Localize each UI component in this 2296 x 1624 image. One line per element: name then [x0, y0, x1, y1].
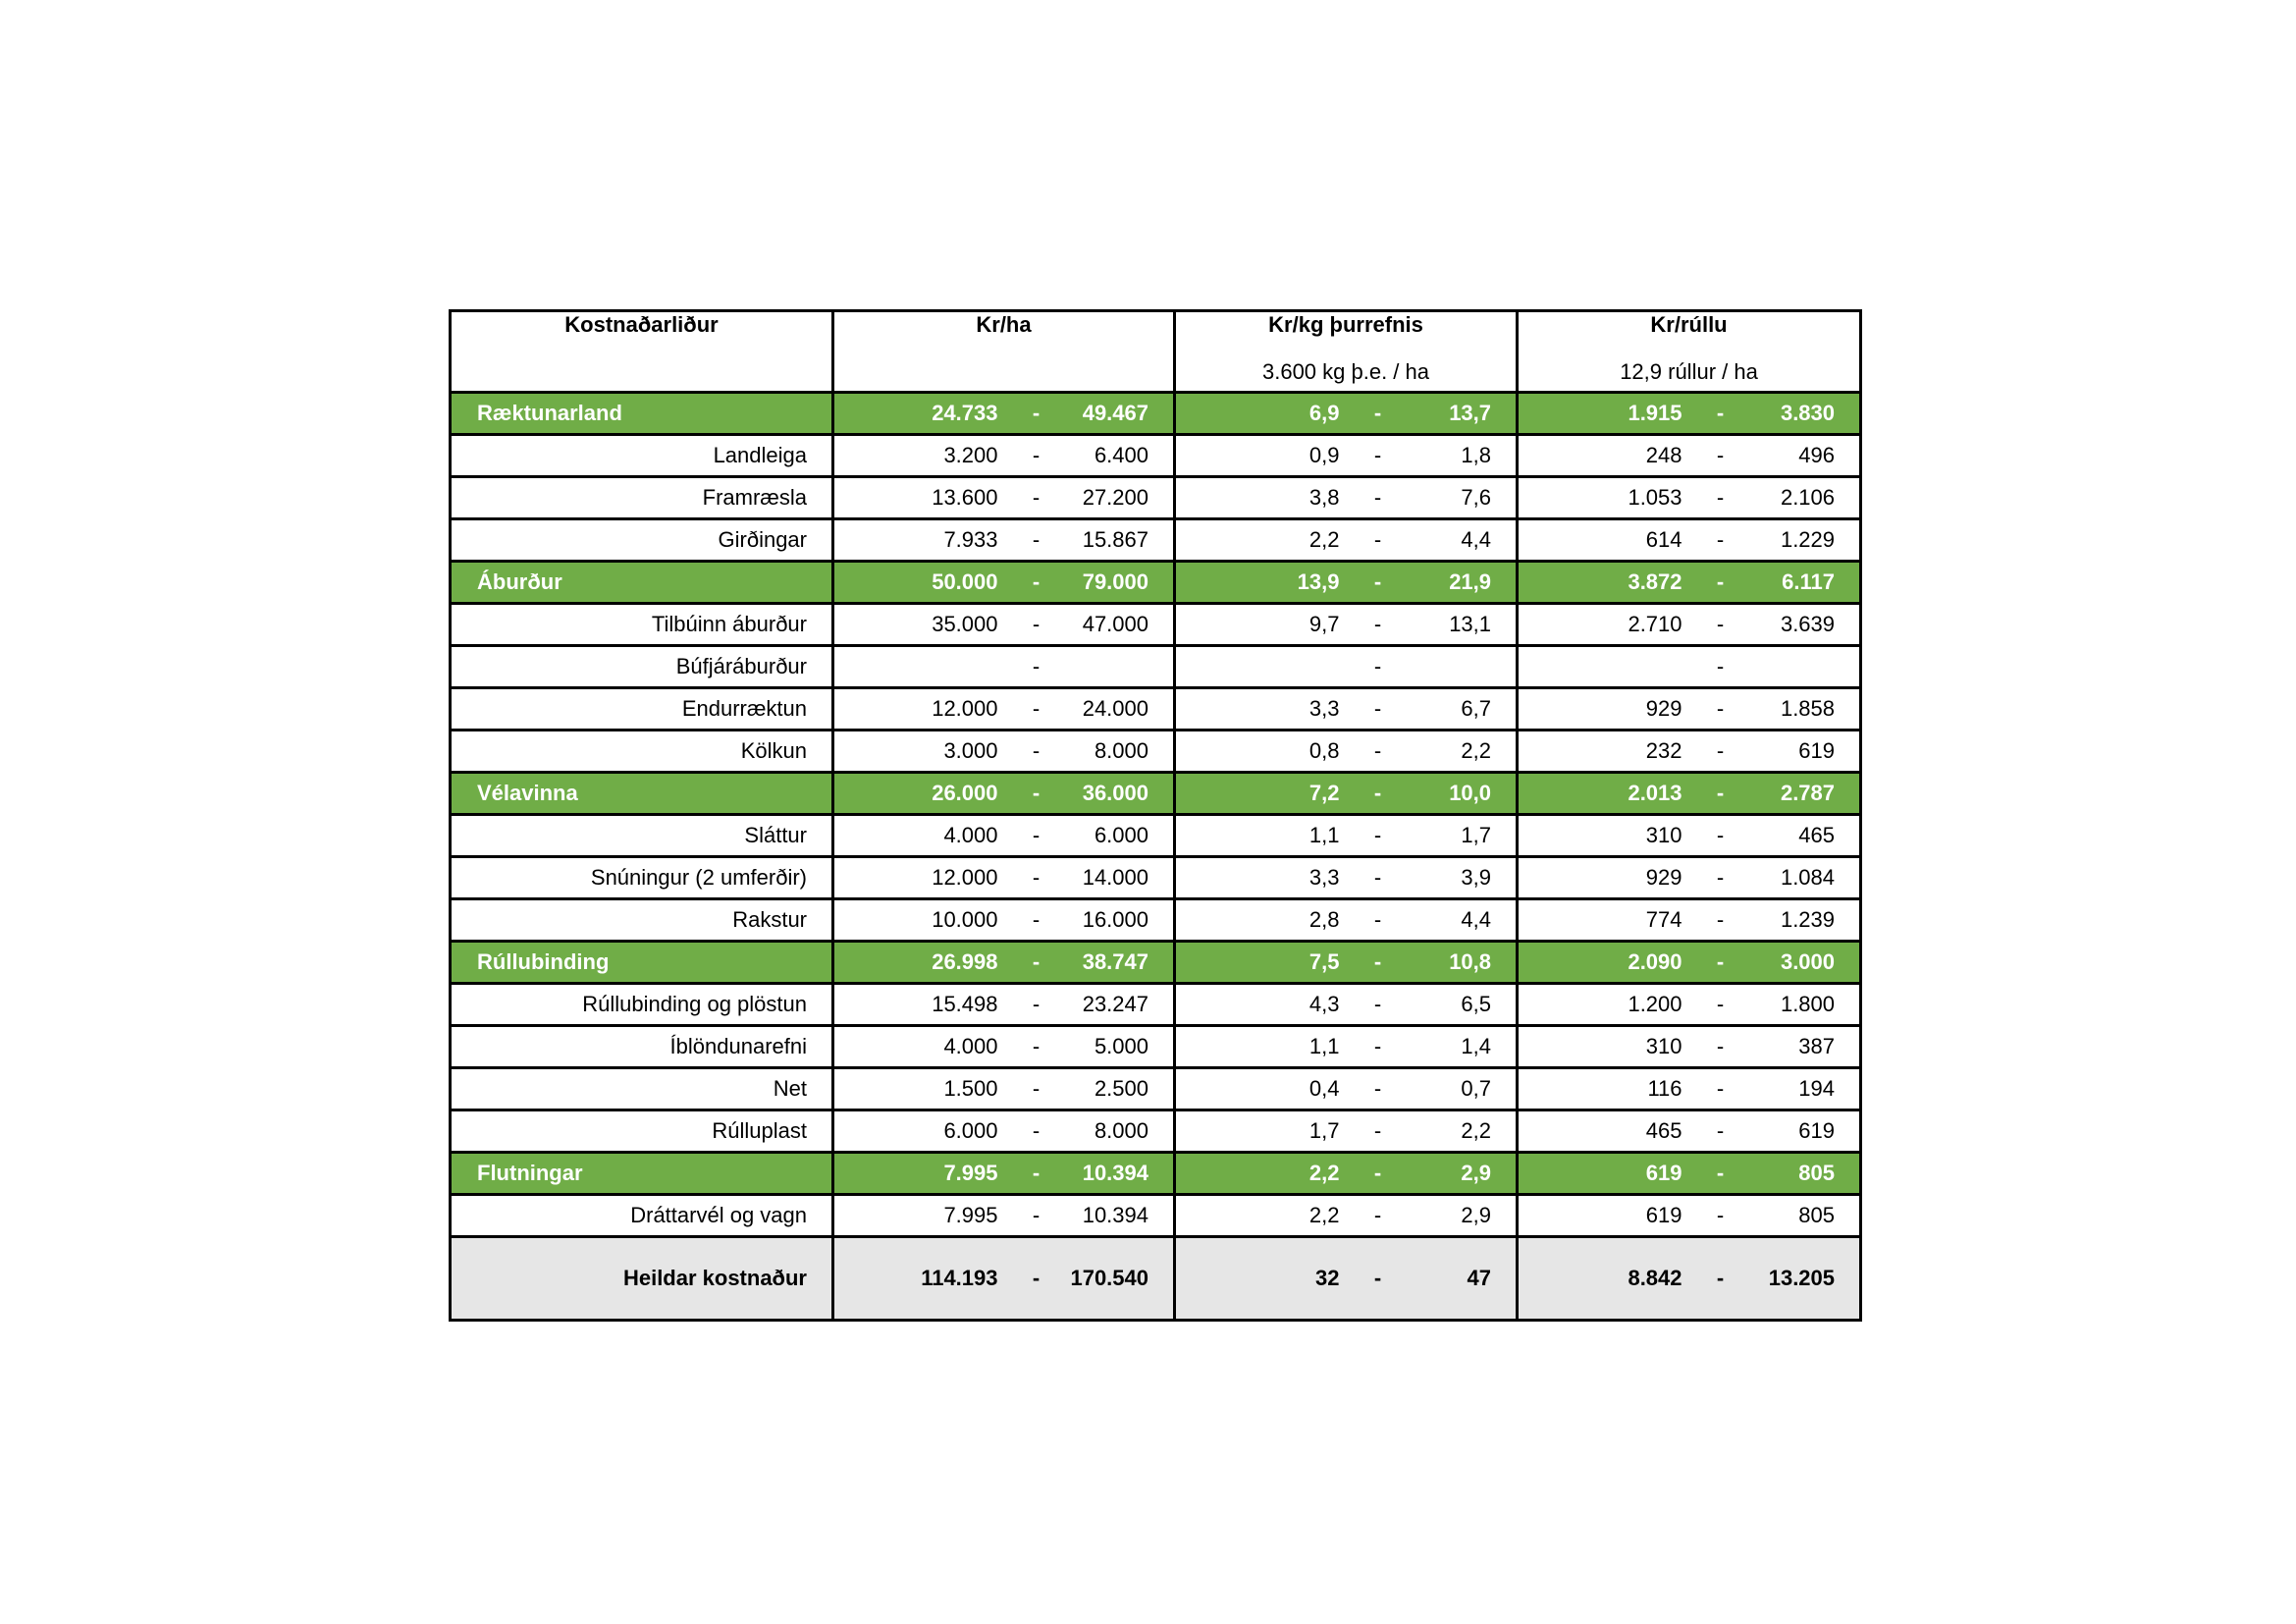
- kr-kg-high: 4,4: [1401, 899, 1518, 942]
- kr-ha-high: 24.000: [1059, 688, 1175, 731]
- kr-kg-low: 1,1: [1175, 1026, 1356, 1068]
- item-row: [451, 688, 1861, 731]
- kr-rullu-high: 496: [1743, 435, 1861, 477]
- kr-kg-sep: -: [1356, 731, 1401, 773]
- kr-rullu-high: 194: [1743, 1068, 1861, 1110]
- kr-ha-sep: -: [1014, 435, 1059, 477]
- kr-rullu-low: 232: [1518, 731, 1698, 773]
- kr-kg-high: 7,6: [1401, 477, 1518, 519]
- kr-kg-low: 9,7: [1175, 604, 1356, 646]
- kr-ha-low: 50.000: [833, 562, 1014, 604]
- kr-ha-low: 7.933: [833, 519, 1014, 562]
- kr-rullu-low: 3.872: [1518, 562, 1698, 604]
- kr-rullu-sep: -: [1698, 435, 1743, 477]
- kr-kg-high: 10,0: [1401, 773, 1518, 815]
- kr-rullu-low: 614: [1518, 519, 1698, 562]
- kr-kg-sep: -: [1356, 604, 1401, 646]
- kr-kg-sep: -: [1356, 1110, 1401, 1153]
- kr-ha-sep: -: [1014, 1068, 1059, 1110]
- kr-rullu-low: 619: [1518, 1153, 1698, 1195]
- kr-kg-sep: -: [1356, 688, 1401, 731]
- item-row: [451, 1110, 1861, 1153]
- kr-rullu-low: 310: [1518, 1026, 1698, 1068]
- kr-kg-high: 6,5: [1401, 984, 1518, 1026]
- kr-kg-sep: -: [1356, 857, 1401, 899]
- kr-kg-sep: -: [1356, 646, 1401, 688]
- kr-ha-sep: -: [1014, 1110, 1059, 1153]
- kr-ha-low: [833, 646, 1014, 688]
- kr-ha-sep: -: [1014, 562, 1059, 604]
- kr-rullu-low: 929: [1518, 857, 1698, 899]
- kr-kg-high: 3,9: [1401, 857, 1518, 899]
- kr-rullu-high: 6.117: [1743, 562, 1861, 604]
- kr-kg-high: 2,2: [1401, 731, 1518, 773]
- header-kr-ha: Kr/ha: [833, 311, 1175, 354]
- kr-rullu-low: 116: [1518, 1068, 1698, 1110]
- kr-ha-sep: -: [1014, 1026, 1059, 1068]
- kr-ha-low: 1.500: [833, 1068, 1014, 1110]
- item-label: Snúningur (2 umferðir): [451, 857, 833, 899]
- item-label: Landleiga: [451, 435, 833, 477]
- kr-kg-sep: -: [1356, 1195, 1401, 1237]
- group-label: Áburður: [451, 562, 833, 604]
- total-row: [451, 1237, 1861, 1321]
- kr-ha-low: 13.600: [833, 477, 1014, 519]
- kr-kg-low: 0,9: [1175, 435, 1356, 477]
- kr-ha-sep: -: [1014, 646, 1059, 688]
- kr-rullu-high: 805: [1743, 1153, 1861, 1195]
- kr-ha-high: 2.500: [1059, 1068, 1175, 1110]
- kr-kg-sep: -: [1356, 393, 1401, 435]
- header-kr-ha-sub: [833, 353, 1175, 393]
- kr-rullu-high: 387: [1743, 1026, 1861, 1068]
- item-label: Rúllubinding og plöstun: [451, 984, 833, 1026]
- kr-rullu-high: 2.787: [1743, 773, 1861, 815]
- kr-kg-low: 0,8: [1175, 731, 1356, 773]
- kr-ha-sep: -: [1014, 477, 1059, 519]
- kr-rullu-low: 619: [1518, 1195, 1698, 1237]
- item-row: [451, 435, 1861, 477]
- kr-kg-sep: -: [1356, 1026, 1401, 1068]
- kr-kg-high: 10,8: [1401, 942, 1518, 984]
- kr-ha-sep: -: [1014, 393, 1059, 435]
- kr-ha-high: 27.200: [1059, 477, 1175, 519]
- kr-ha-high: 6.400: [1059, 435, 1175, 477]
- kr-rullu-high: 1.229: [1743, 519, 1861, 562]
- kr-rullu-high: 3.639: [1743, 604, 1861, 646]
- item-label: Kölkun: [451, 731, 833, 773]
- total-ha-high: 170.540: [1059, 1237, 1175, 1321]
- kr-rullu-sep: -: [1698, 646, 1743, 688]
- kr-rullu-high: 1.858: [1743, 688, 1861, 731]
- kr-ha-high: 14.000: [1059, 857, 1175, 899]
- item-row: [451, 1026, 1861, 1068]
- kr-ha-high: 10.394: [1059, 1195, 1175, 1237]
- item-row: [451, 1068, 1861, 1110]
- total-rullu-low: 8.842: [1518, 1237, 1698, 1321]
- kr-kg-high: 0,7: [1401, 1068, 1518, 1110]
- kr-rullu-high: 2.106: [1743, 477, 1861, 519]
- kr-ha-sep: -: [1014, 731, 1059, 773]
- kr-kg-sep: -: [1356, 562, 1401, 604]
- kr-rullu-sep: -: [1698, 984, 1743, 1026]
- kr-kg-sep: -: [1356, 1153, 1401, 1195]
- kr-ha-low: 12.000: [833, 688, 1014, 731]
- kr-rullu-sep: -: [1698, 688, 1743, 731]
- kr-ha-high: [1059, 646, 1175, 688]
- kr-kg-low: 2,2: [1175, 519, 1356, 562]
- kr-rullu-low: 1.053: [1518, 477, 1698, 519]
- kr-kg-high: 13,7: [1401, 393, 1518, 435]
- kr-ha-sep: -: [1014, 984, 1059, 1026]
- item-row: [451, 815, 1861, 857]
- kr-kg-low: 1,1: [1175, 815, 1356, 857]
- kr-ha-high: 49.467: [1059, 393, 1175, 435]
- kr-ha-sep: -: [1014, 815, 1059, 857]
- kr-rullu-sep: -: [1698, 1153, 1743, 1195]
- item-row: [451, 899, 1861, 942]
- kr-kg-low: 1,7: [1175, 1110, 1356, 1153]
- group-label: Vélavinna: [451, 773, 833, 815]
- kr-kg-sep: -: [1356, 984, 1401, 1026]
- item-row: [451, 477, 1861, 519]
- kr-rullu-high: 619: [1743, 1110, 1861, 1153]
- kr-ha-high: 8.000: [1059, 1110, 1175, 1153]
- kr-ha-low: 4.000: [833, 815, 1014, 857]
- kr-rullu-sep: -: [1698, 562, 1743, 604]
- kr-kg-sep: -: [1356, 942, 1401, 984]
- item-label: Girðingar: [451, 519, 833, 562]
- kr-kg-low: 7,2: [1175, 773, 1356, 815]
- kr-kg-high: 1,8: [1401, 435, 1518, 477]
- kr-rullu-sep: -: [1698, 1068, 1743, 1110]
- kr-rullu-sep: -: [1698, 393, 1743, 435]
- kr-ha-high: 8.000: [1059, 731, 1175, 773]
- item-row: [451, 519, 1861, 562]
- item-row: [451, 857, 1861, 899]
- group-row: [451, 562, 1861, 604]
- item-row: [451, 984, 1861, 1026]
- group-row: [451, 1153, 1861, 1195]
- item-label: Net: [451, 1068, 833, 1110]
- group-label: Rúllubinding: [451, 942, 833, 984]
- total-kg-high: 47: [1401, 1237, 1518, 1321]
- kr-kg-low: 2,8: [1175, 899, 1356, 942]
- kr-kg-low: 2,2: [1175, 1153, 1356, 1195]
- kr-kg-high: 2,9: [1401, 1195, 1518, 1237]
- item-row: [451, 604, 1861, 646]
- header-kr-rullu-sub: 12,9 rúllur / ha: [1518, 353, 1861, 393]
- kr-kg-sep: -: [1356, 815, 1401, 857]
- kr-rullu-sep: -: [1698, 1026, 1743, 1068]
- kr-kg-high: 2,9: [1401, 1153, 1518, 1195]
- kr-rullu-sep: -: [1698, 731, 1743, 773]
- kr-rullu-high: 1.084: [1743, 857, 1861, 899]
- kr-rullu-sep: -: [1698, 857, 1743, 899]
- kr-rullu-high: 805: [1743, 1195, 1861, 1237]
- item-row: [451, 1195, 1861, 1237]
- kr-rullu-high: 3.000: [1743, 942, 1861, 984]
- total-kg-low: 32: [1175, 1237, 1356, 1321]
- kr-rullu-low: 2.710: [1518, 604, 1698, 646]
- kr-kg-sep: -: [1356, 435, 1401, 477]
- kr-kg-sep: -: [1356, 519, 1401, 562]
- kr-rullu-low: 2.090: [1518, 942, 1698, 984]
- kr-ha-sep: -: [1014, 604, 1059, 646]
- kr-kg-sep: -: [1356, 1068, 1401, 1110]
- header-label: Kostnaðarliður: [564, 312, 719, 337]
- kr-rullu-low: 929: [1518, 688, 1698, 731]
- kr-rullu-high: 619: [1743, 731, 1861, 773]
- kr-ha-low: 3.200: [833, 435, 1014, 477]
- kr-ha-sep: -: [1014, 899, 1059, 942]
- header-row: [451, 311, 1861, 354]
- kr-ha-high: 47.000: [1059, 604, 1175, 646]
- kr-kg-low: 7,5: [1175, 942, 1356, 984]
- item-label: Búfjáráburður: [451, 646, 833, 688]
- kr-rullu-high: 1.800: [1743, 984, 1861, 1026]
- kr-ha-low: 35.000: [833, 604, 1014, 646]
- kr-ha-sep: -: [1014, 942, 1059, 984]
- total-label: Heildar kostnaður: [451, 1237, 833, 1321]
- item-row: [451, 646, 1861, 688]
- kr-rullu-low: 2.013: [1518, 773, 1698, 815]
- group-label: Ræktunarland: [451, 393, 833, 435]
- total-rullu-sep: -: [1698, 1237, 1743, 1321]
- kr-ha-sep: -: [1014, 688, 1059, 731]
- group-row: [451, 773, 1861, 815]
- kr-rullu-sep: -: [1698, 942, 1743, 984]
- item-label: Tilbúinn áburður: [451, 604, 833, 646]
- kr-rullu-low: 465: [1518, 1110, 1698, 1153]
- kr-kg-high: 21,9: [1401, 562, 1518, 604]
- item-label: Framræsla: [451, 477, 833, 519]
- table-body: [451, 393, 1861, 1237]
- kr-ha-low: 15.498: [833, 984, 1014, 1026]
- item-label: Íblöndunarefni: [451, 1026, 833, 1068]
- header-kr-kg-sub: 3.600 kg þ.e. / ha: [1175, 353, 1518, 393]
- kr-kg-low: 2,2: [1175, 1195, 1356, 1237]
- cost-table: [449, 309, 1862, 1322]
- kr-ha-sep: -: [1014, 773, 1059, 815]
- kr-rullu-low: 1.915: [1518, 393, 1698, 435]
- kr-kg-high: 4,4: [1401, 519, 1518, 562]
- kr-rullu-low: 774: [1518, 899, 1698, 942]
- kr-kg-high: 1,7: [1401, 815, 1518, 857]
- total-ha-sep: -: [1014, 1237, 1059, 1321]
- kr-kg-high: [1401, 646, 1518, 688]
- item-label: Sláttur: [451, 815, 833, 857]
- kr-rullu-high: 465: [1743, 815, 1861, 857]
- kr-kg-sep: -: [1356, 899, 1401, 942]
- kr-kg-high: 2,2: [1401, 1110, 1518, 1153]
- kr-rullu-sep: -: [1698, 519, 1743, 562]
- kr-ha-high: 5.000: [1059, 1026, 1175, 1068]
- kr-rullu-high: [1743, 646, 1861, 688]
- kr-rullu-high: 1.239: [1743, 899, 1861, 942]
- kr-kg-low: 3,3: [1175, 688, 1356, 731]
- kr-ha-sep: -: [1014, 1195, 1059, 1237]
- kr-kg-high: 1,4: [1401, 1026, 1518, 1068]
- item-label: Endurræktun: [451, 688, 833, 731]
- kr-ha-low: 10.000: [833, 899, 1014, 942]
- kr-rullu-low: [1518, 646, 1698, 688]
- kr-ha-high: 16.000: [1059, 899, 1175, 942]
- kr-rullu-sep: -: [1698, 1110, 1743, 1153]
- kr-ha-low: 26.000: [833, 773, 1014, 815]
- kr-ha-low: 6.000: [833, 1110, 1014, 1153]
- group-row: [451, 942, 1861, 984]
- kr-ha-high: 38.747: [1059, 942, 1175, 984]
- kr-rullu-low: 310: [1518, 815, 1698, 857]
- kr-rullu-sep: -: [1698, 899, 1743, 942]
- header-kr-rullu: Kr/rúllu: [1518, 311, 1861, 354]
- kr-ha-low: 12.000: [833, 857, 1014, 899]
- kr-kg-low: 6,9: [1175, 393, 1356, 435]
- kr-rullu-sep: -: [1698, 604, 1743, 646]
- kr-rullu-sep: -: [1698, 1195, 1743, 1237]
- group-row: [451, 393, 1861, 435]
- total-rullu-high: 13.205: [1743, 1237, 1861, 1321]
- kr-rullu-low: 248: [1518, 435, 1698, 477]
- kr-kg-sep: -: [1356, 773, 1401, 815]
- group-label: Flutningar: [451, 1153, 833, 1195]
- total-ha-low: 114.193: [833, 1237, 1014, 1321]
- kr-kg-low: 3,3: [1175, 857, 1356, 899]
- kr-ha-low: 3.000: [833, 731, 1014, 773]
- item-label: Rakstur: [451, 899, 833, 942]
- kr-kg-high: 6,7: [1401, 688, 1518, 731]
- kr-ha-high: 6.000: [1059, 815, 1175, 857]
- kr-ha-sep: -: [1014, 857, 1059, 899]
- kr-ha-high: 36.000: [1059, 773, 1175, 815]
- kr-ha-low: 26.998: [833, 942, 1014, 984]
- item-label: Rúlluplast: [451, 1110, 833, 1153]
- kr-rullu-high: 3.830: [1743, 393, 1861, 435]
- kr-ha-high: 10.394: [1059, 1153, 1175, 1195]
- kr-rullu-sep: -: [1698, 477, 1743, 519]
- kr-kg-high: 13,1: [1401, 604, 1518, 646]
- kr-ha-high: 15.867: [1059, 519, 1175, 562]
- kr-ha-sep: -: [1014, 519, 1059, 562]
- kr-ha-low: 7.995: [833, 1195, 1014, 1237]
- kr-kg-low: 0,4: [1175, 1068, 1356, 1110]
- kr-rullu-sep: -: [1698, 815, 1743, 857]
- kr-ha-high: 23.247: [1059, 984, 1175, 1026]
- kr-kg-sep: -: [1356, 477, 1401, 519]
- kr-rullu-sep: -: [1698, 773, 1743, 815]
- item-row: [451, 731, 1861, 773]
- kr-ha-low: 4.000: [833, 1026, 1014, 1068]
- kr-kg-low: 13,9: [1175, 562, 1356, 604]
- kr-ha-sep: -: [1014, 1153, 1059, 1195]
- kr-ha-low: 7.995: [833, 1153, 1014, 1195]
- kr-kg-low: 3,8: [1175, 477, 1356, 519]
- total-kg-sep: -: [1356, 1237, 1401, 1321]
- kr-rullu-low: 1.200: [1518, 984, 1698, 1026]
- kr-kg-low: 4,3: [1175, 984, 1356, 1026]
- header-kr-kg: Kr/kg þurrefnis: [1175, 311, 1518, 354]
- kr-ha-low: 24.733: [833, 393, 1014, 435]
- kr-kg-low: [1175, 646, 1356, 688]
- kr-ha-high: 79.000: [1059, 562, 1175, 604]
- item-label: Dráttarvél og vagn: [451, 1195, 833, 1237]
